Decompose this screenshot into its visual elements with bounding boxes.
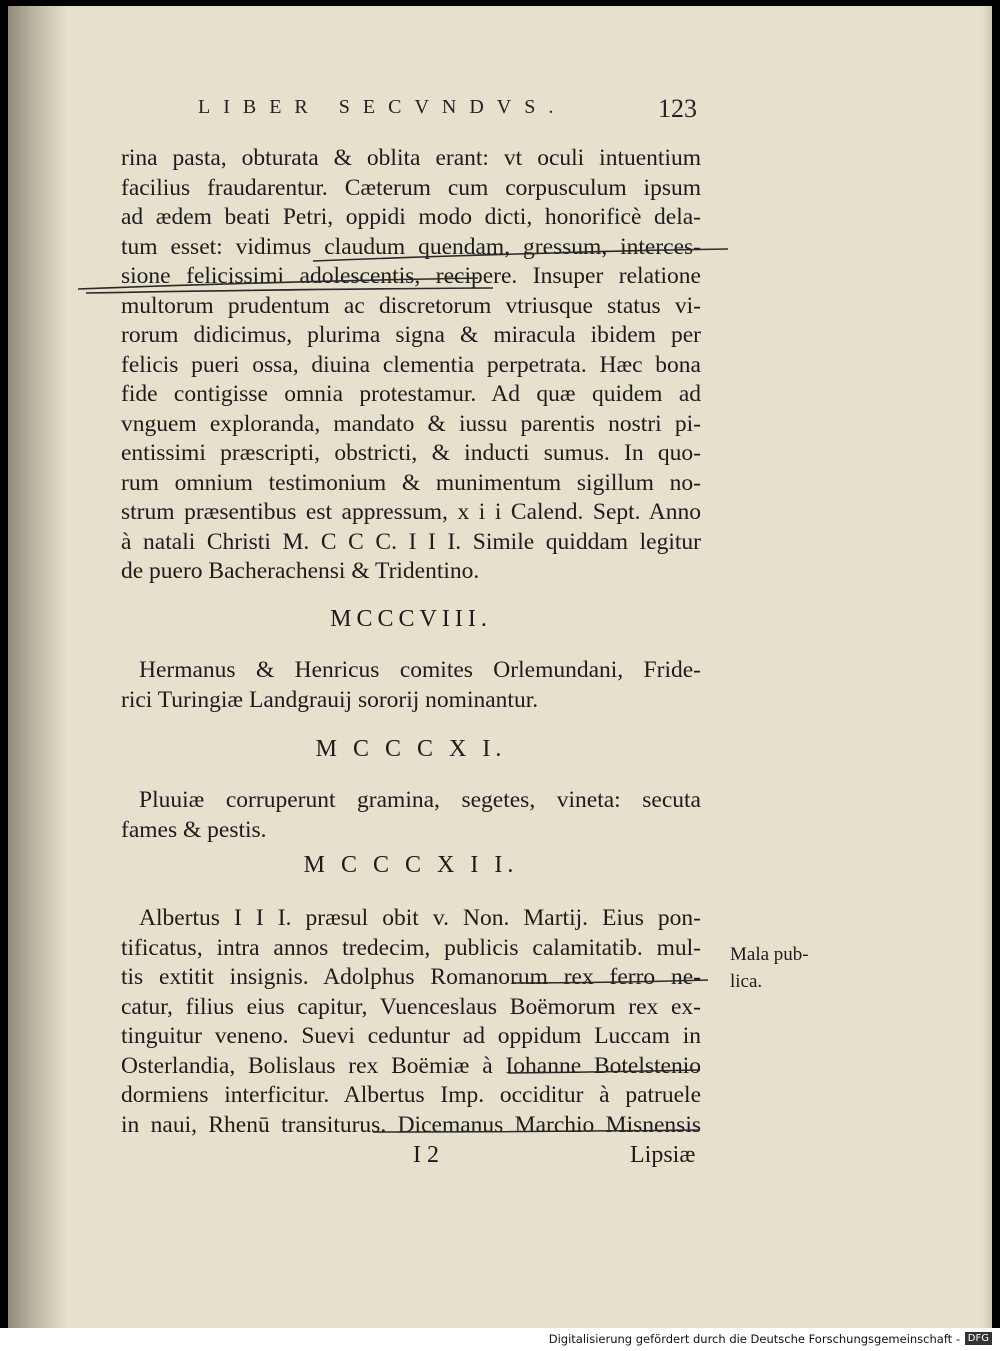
underline-mark xyxy=(508,1070,700,1073)
dfg-logo: DFG xyxy=(965,1332,992,1345)
text-line: fames & pestis. xyxy=(121,816,267,843)
text-line: fide contigisse omnia protestamur. Ad quæ quidem ad xyxy=(121,381,701,407)
text-line: catur, filius eius capitur, Vuenceslaus Boëmorum rex ex- xyxy=(121,993,701,1020)
text-line: tum esset: vidimus claudum quendam, gressum, interces- xyxy=(121,233,701,260)
marginal-note-line: lica. xyxy=(730,971,763,992)
scan-footer xyxy=(0,1328,1000,1351)
underline-mark xyxy=(373,1130,700,1132)
text-line: rorum didicimus, plurima signa & miracula ibidem per xyxy=(121,322,701,348)
running-title: LIBER SECVNDVS. xyxy=(198,96,567,118)
text-line: sione felicissimi adolescentis, recipere. Insuper relatione xyxy=(121,263,701,289)
text-line: facilius fraudarentur. Cæterum cum corpusculum ipsum xyxy=(121,174,701,201)
year-heading: MCCCVIII. xyxy=(330,606,492,632)
book-page xyxy=(8,6,992,1328)
text-line: in naui, Rhenū transiturus. Dicemanus Marchio Misnensis xyxy=(121,1111,701,1138)
underline-mark xyxy=(86,288,493,293)
page-number: 123 xyxy=(658,94,697,123)
text-line: Hermanus & Henricus comites Orlemundani, Fride- xyxy=(139,657,701,683)
text-line: à natali Christi M. C C C. I I I. Simile quiddam legitur xyxy=(121,528,701,555)
text-line: vnguem exploranda, mandato & iussu parentis nostri pi- xyxy=(121,410,701,437)
text-line: felicis pueri ossa, diuina clementia perpetrata. Hæc bona xyxy=(121,351,701,378)
year-heading: M C C C X I I. xyxy=(303,852,519,878)
underline-mark xyxy=(513,980,708,983)
text-line: ad ædem beati Petri, oppidi modo dicti, honorificè dela- xyxy=(121,204,701,230)
handwritten-underlines xyxy=(8,6,992,1328)
text-line: tis extitit insignis. Adolphus Romanorum rex ferro ne- xyxy=(121,964,701,990)
text-line: Albertus I I I. præsul obit v. Non. Martij. Eius pon- xyxy=(139,905,701,931)
signature-mark: I 2 xyxy=(413,1142,439,1168)
catchword: Lipsiæ xyxy=(630,1142,696,1168)
text-line: de puero Bacherachensi & Tridentino. xyxy=(121,558,480,584)
text-line: multorum prudentum ac discretorum vtriusque status vi- xyxy=(121,292,701,319)
marginal-note-line: Mala pub- xyxy=(730,944,809,965)
text-line: rici Turingiæ Landgrauij sororij nominantur. xyxy=(121,686,539,713)
funding-note: Digitalisierung gefördert durch die Deutsche Forschungsgemeinschaft - xyxy=(548,1332,960,1346)
text-line: rina pasta, obturata & oblita erant: vt oculi intuentium xyxy=(121,145,701,171)
text-line: strum præsentibus est appressum, x i i Calend. Sept. Anno xyxy=(121,499,701,525)
text-line: Osterlandia, Bolislaus rex Boëmiæ à Iohanne Botelstenio xyxy=(121,1052,701,1079)
text-line: Pluuiæ corruperunt gramina, segetes, vineta: secuta xyxy=(139,787,701,813)
text-line: tificatus, intra annos tredecim, publicis calamitatib. mul- xyxy=(121,934,701,961)
year-heading: M C C C X I. xyxy=(315,736,507,762)
text-line: entissimi præscripti, obstricti, & inducti sumus. In quo- xyxy=(121,440,701,466)
underline-mark xyxy=(78,278,478,289)
underline-mark xyxy=(313,249,728,261)
text-line: tinguitur veneno. Suevi ceduntur ad oppidum Luccam in xyxy=(121,1023,701,1049)
text-line: rum omnium testimonium & munimentum sigillum no- xyxy=(121,469,701,496)
text-line: dormiens interficitur. Albertus Imp. occiditur à patruele xyxy=(121,1082,701,1108)
